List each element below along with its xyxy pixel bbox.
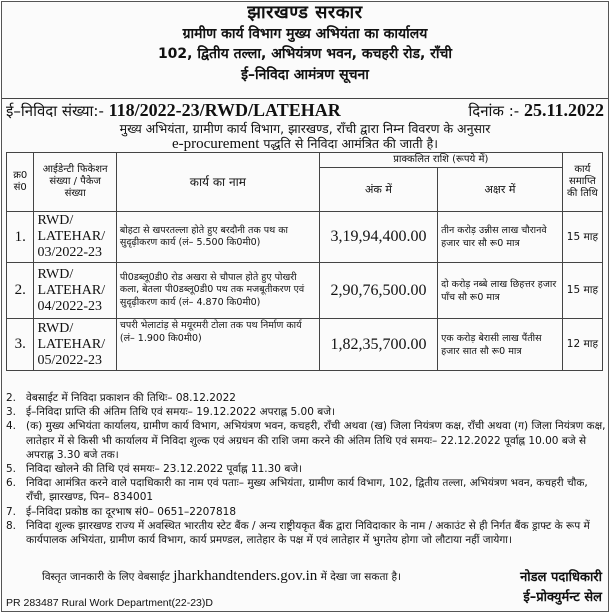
intro-line-1: मुख्य अभियंता, ग्रामीण कार्य विभाग, झारखण्ड, राँची द्वारा निम्न विवरण के अनुसार — [119, 121, 491, 136]
note-number: 8. — [6, 519, 17, 532]
row-amount-words: एक करोड़ बेरासी लाख पैंतीस हजार सात सौ रू0 मात्र — [438, 319, 563, 371]
note-item — [6, 476, 606, 504]
row-work-name: बोहटा से खपरतल्ला होते हुए बरदौनी तक पथ का सुदृढ़ीकरण कार्य (लं– 5.500 कि0मी0) — [116, 212, 319, 263]
row-serial: 1. — [7, 212, 34, 263]
website-link[interactable]: jharkhandtenders.gov.in — [173, 568, 318, 584]
notice-header — [2, 2, 608, 99]
note-number: 7. — [6, 505, 17, 518]
row-work-name: चपरी भेलाटांड़ से मयूरमरी टोला तक पथ निर्माण कार्य (लं– 1.900 कि0मी0) — [116, 319, 319, 371]
note-item — [6, 391, 606, 405]
row-amount: 3,19,94,400.00 — [319, 212, 437, 263]
pr-number: PR 283487 Rural Work Department(22-23)D — [6, 597, 213, 609]
government-title: झारखण्ड सरकार — [247, 2, 363, 23]
tender-number-label: ई–निविदा संख्या:- — [6, 102, 104, 120]
notice-date: 25.11.2022 — [523, 100, 604, 120]
signatory-title: नोडल पदाधिकारी — [520, 570, 602, 585]
note-text: निविदा खोलने की तिथि एवं समयः– 23.12.2022 पूर्वाह्न 11.30 बजे। — [26, 463, 303, 476]
note-text: (क) मुख्य अभियंता कार्यालय, ग्रामीण कार्य विभाग, अभियंत्रण भवन, कचहरी, राँची अथवा (ख) जिला नियंत्रण कक्ष, राँची अथवा (ग) जिला नियंत्रण कक्ष, लातेहार में से किसी भी कार्यालय में निविदा शुल्क एवं अग्रधन की राशि जमा करने की अंतिम तिथि एवं समयः– 22.12.2022 पूर्वाह्न 10.00 बजे से अपराह्न 3.30 बजे तक। — [26, 420, 606, 461]
note-item — [6, 405, 606, 419]
header-work-name: कार्य का नाम — [116, 153, 319, 212]
row-work-name: पी0डब्लू0डी0 रोड अखरा से चौपाल होते हुए पोखरी कला, बेतला पी0डब्लू0डी0 पथ तक मजबूतीकरण एवं सुदृढ़ीकरण कार्य (लं– 4.870 कि0मी0) — [116, 263, 319, 319]
intro-line-2 — [2, 136, 608, 152]
note-text: ई–निविदा प्राप्ति की अंतिम तिथि एवं समयः– 19.12.2022 अपराह्न 5.00 बजे। — [26, 406, 336, 419]
signatory-cell: ई–प्रोक्युर्मन्ट सेल — [523, 590, 602, 605]
intro-eprocurement: e-procurement — [171, 136, 260, 152]
tender-table — [6, 152, 603, 371]
office-title: ग्रामीण कार्य विभाग मुख्य अभियंता का कार्यालय — [182, 26, 428, 42]
row-serial: 2. — [7, 263, 34, 319]
header-estimate: प्राक्कलित राशि (रूपये में) — [319, 153, 562, 168]
note-number: 2. — [6, 392, 17, 404]
table-row — [7, 212, 603, 263]
signatory — [520, 568, 602, 608]
note-text: वेबसाईट में निविदा प्रकाशन की तिथिः– 08.12.2022 — [26, 392, 236, 404]
note-item — [6, 419, 606, 462]
note-text: निविदा शुल्क झारखण्ड राज्य में अवस्थित भारतीय स्टेट बैंक / अन्य राष्ट्रीयकृत बैंक द्वारा निविदाकार के नाम / अकाउंट से ही निर्गत बैंक ड्राफ्ट के रूप में कार्यपालक अभियंता, ग्रामीण कार्य विभाग, कार्य प्रमण्डल, लातेहार के पक्ष में एवं लातेहार में भुगतेय होगा जो लौटाया नहीं जायेगा। — [26, 519, 590, 547]
note-number: 3. — [6, 406, 17, 419]
header-completion-time: कार्य समाप्ति की तिथि — [562, 153, 602, 212]
notes-list — [6, 391, 606, 547]
row-identification: RWD/ LATEHAR/ 04/2022-23 — [34, 263, 116, 319]
tender-notice — [1, 1, 609, 612]
row-serial: 3. — [7, 319, 34, 371]
row-completion-time: 15 माह — [562, 263, 602, 319]
header-words: अक्षर में — [438, 168, 563, 212]
row-completion-time: 15 माह — [562, 212, 602, 263]
header-identification: आईडेन्टी फिकेशन संख्या / पैकेज संख्या — [34, 153, 116, 212]
table-row — [7, 319, 603, 371]
office-address: 102, द्वितीय तल्ला, अभियंत्रण भवन, कचहरी रोड, राँची — [157, 46, 453, 62]
note-number: 5. — [6, 463, 17, 476]
note-item — [6, 462, 606, 476]
row-identification: RWD/ LATEHAR/ 03/2022-23 — [34, 212, 116, 263]
header-figures: अंक में — [319, 168, 437, 212]
row-amount: 2,90,76,500.00 — [319, 263, 437, 319]
row-amount: 1,82,35,700.00 — [319, 319, 437, 371]
notice-title: ई–निविदा आमंत्रण सूचना — [241, 67, 369, 83]
website-prefix: विस्तृत जानकारी के लिए वेबसाईट — [42, 571, 170, 583]
row-completion-time: 12 माह — [562, 319, 602, 371]
note-number: 6. — [6, 477, 17, 490]
note-text: ई–निविदा प्रकोष्ठ का दूरभाष सं0– 0651–2207818 — [26, 505, 237, 518]
tender-number: 118/2022-23/RWD/LATEHAR — [108, 100, 341, 120]
date-label: दिनांक :- — [468, 102, 520, 120]
note-item — [6, 519, 606, 547]
website-line — [42, 568, 401, 585]
website-suffix: में देखा जा सकता है। — [320, 571, 402, 583]
date-block — [468, 99, 604, 122]
reference-line — [6, 99, 606, 121]
note-text: निविदा आमंत्रित करने वाले पदाधिकारी का नाम एवं पताः– मुख्य अभियंता, ग्रामीण कार्य विभाग, 102, द्वितीय तल्ला, अभियंत्रण भवन, कचहरी चौक, राँची, झारखण्ड, पिन– 834001 — [26, 477, 588, 504]
intro-line-2-suffix: पद्धति से निविदा आमंत्रित की जाती है। — [263, 136, 439, 151]
row-amount-words: तीन करोड़ उन्नीस लाख चौरानवे हजार चार सौ रू0 मात्र — [438, 212, 563, 263]
intro-text — [2, 121, 608, 152]
row-amount-words: दो करोड़ नब्बे लाख छिहत्तर हजार पाँच सौ रू0 मात्र — [438, 263, 563, 319]
header-serial: क्र0 सं0 — [7, 153, 34, 212]
note-number: 4. — [6, 420, 17, 433]
row-identification: RWD/ LATEHAR/ 05/2022-23 — [34, 319, 116, 371]
note-item — [6, 505, 606, 519]
table-row — [7, 263, 603, 319]
